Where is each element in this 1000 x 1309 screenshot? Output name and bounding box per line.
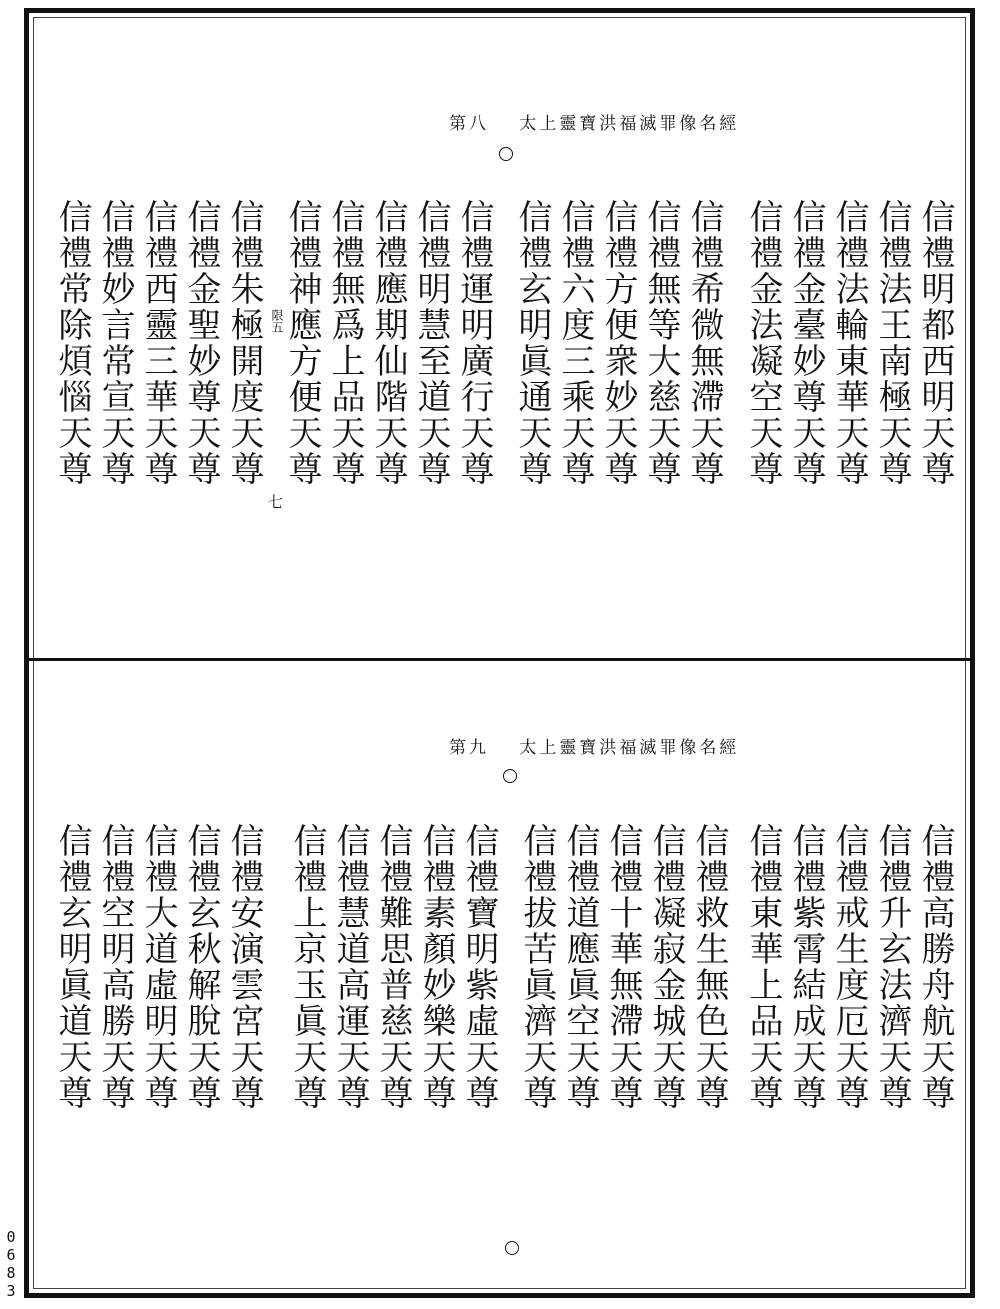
bottom-header	[449, 733, 739, 758]
page-frame	[24, 8, 975, 1298]
top-column: 信禮玄明眞通天尊	[512, 199, 552, 487]
bottom-column: 信禮玄秋解脫天尊	[181, 823, 221, 1111]
top-column: 信禮應期仙階天尊	[368, 199, 408, 487]
bottom-column: 信禮戒生度厄天尊	[829, 823, 869, 1111]
top-column: 信禮妙言常宣天尊	[95, 199, 135, 487]
bottom-column: 信禮拔苦眞濟天尊	[517, 823, 557, 1111]
top-column: 信禮法輪東華天尊	[829, 199, 869, 487]
top-column: 信禮金法凝空天尊	[743, 199, 783, 487]
bottom-column: 信禮上京玉眞天尊	[287, 823, 327, 1111]
bottom-column: 信禮空明高勝天尊	[95, 823, 135, 1111]
top-column: 信禮朱極開度天尊	[224, 199, 264, 487]
bottom-column: 信禮十華無滯天尊	[603, 823, 643, 1111]
margin-note: 限五	[270, 309, 284, 333]
top-column: 信禮金臺妙尊天尊	[786, 199, 826, 487]
binding-hole-icon	[503, 769, 517, 783]
top-column: 信禮金聖妙尊天尊	[181, 199, 221, 487]
binding-hole-icon	[499, 147, 513, 161]
top-column: 信禮希微無滯天尊	[684, 199, 724, 487]
top-column: 信禮神應方便天尊	[282, 199, 322, 487]
bottom-column: 信禮寶明紫虛天尊	[459, 823, 499, 1111]
bottom-panel	[29, 661, 970, 1291]
bottom-column: 信禮凝寂金城天尊	[646, 823, 686, 1111]
bottom-column: 信禮東華上品天尊	[743, 823, 783, 1111]
leaf-number: 七	[268, 493, 284, 511]
top-column: 信禮明都西明天尊	[915, 199, 955, 487]
bottom-column: 信禮素顏妙樂天尊	[416, 823, 456, 1111]
bottom-column: 信禮紫霄結成天尊	[786, 823, 826, 1111]
bottom-column: 信禮安演雲宮天尊	[224, 823, 264, 1111]
bottom-header-folio: 第九	[449, 738, 489, 758]
bottom-column: 信禮升玄法濟天尊	[872, 823, 912, 1111]
bottom-column: 信禮道應眞空天尊	[560, 823, 600, 1111]
top-column: 信禮無爲上品天尊	[325, 199, 365, 487]
top-header-title: 太上靈寶洪福滅罪像名經	[519, 114, 740, 134]
bottom-column: 信禮玄明眞道天尊	[52, 823, 92, 1111]
binding-hole-icon	[505, 1241, 519, 1255]
top-header-folio: 第八	[449, 114, 489, 134]
top-header	[449, 109, 739, 134]
top-column: 信禮常除煩惱天尊	[52, 199, 92, 487]
top-column: 信禮明慧至道天尊	[411, 199, 451, 487]
top-column: 信禮無等大慈天尊	[641, 199, 681, 487]
bottom-header-title: 太上靈寶洪福滅罪像名經	[519, 738, 740, 758]
top-column: 信禮法王南極天尊	[872, 199, 912, 487]
bottom-column: 信禮難思普慈天尊	[373, 823, 413, 1111]
page-number	[4, 1228, 18, 1300]
top-column: 信禮西靈三華天尊	[138, 199, 178, 487]
bottom-columns	[29, 823, 970, 1111]
bottom-column: 信禮救生無色天尊	[689, 823, 729, 1111]
top-columns	[29, 199, 970, 487]
bottom-column: 信禮高勝舟航天尊	[915, 823, 955, 1111]
top-panel	[29, 13, 970, 658]
page-number-digits: 0683	[6, 1228, 16, 1300]
bottom-column: 信禮大道虛明天尊	[138, 823, 178, 1111]
top-column: 信禮方便衆妙天尊	[598, 199, 638, 487]
bottom-column: 信禮慧道高運天尊	[330, 823, 370, 1111]
top-column: 信禮運明廣行天尊	[454, 199, 494, 487]
top-column: 信禮六度三乘天尊	[555, 199, 595, 487]
